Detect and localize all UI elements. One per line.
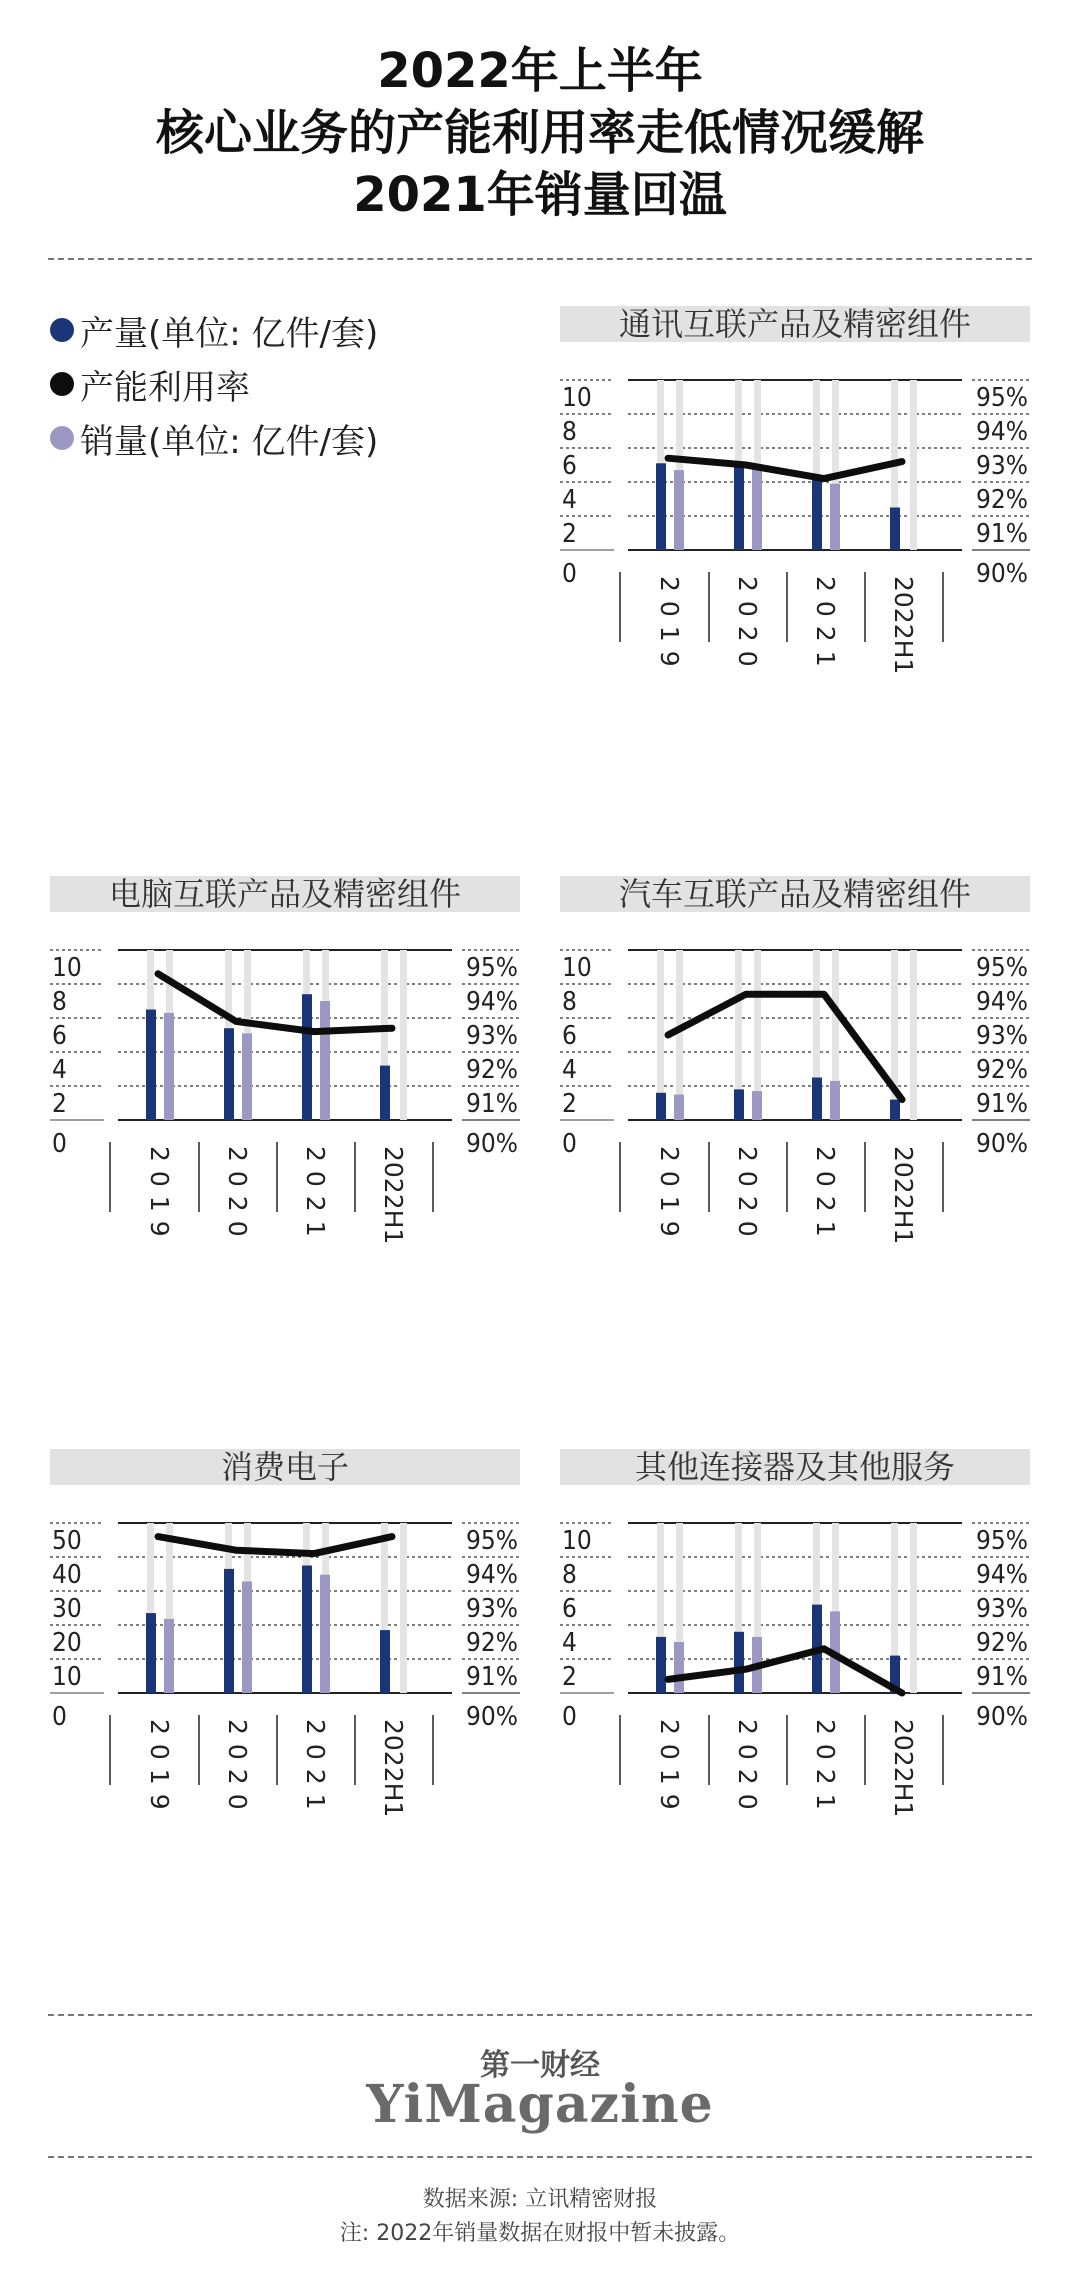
y2-tick-label: 92%	[466, 1055, 518, 1085]
y2-tick-label: 91%	[976, 1662, 1028, 1692]
y2-tick-label: 90%	[976, 1129, 1028, 1159]
bar-track	[910, 950, 917, 1120]
y-tick-label: 10	[562, 383, 592, 413]
y2-tick-label: 93%	[466, 1594, 518, 1624]
y-tick-label: 20	[52, 1628, 82, 1658]
x-tick-label-2022H1: 2022H1	[379, 1719, 408, 1818]
chart-title: 消费电子	[220, 1448, 350, 1486]
y-tick-label: 10	[562, 1526, 592, 1556]
x-tick-label-2022H1: 2022H1	[889, 1719, 918, 1818]
bar-sales-2019	[674, 470, 684, 550]
chart-title: 汽车互联产品及精密组件	[618, 875, 972, 913]
title-line-3: 2021年销量回温	[353, 167, 727, 223]
chart-panel-5	[560, 1448, 1030, 1819]
bar-sales-2021	[830, 484, 840, 550]
y2-tick-label: 91%	[466, 1089, 518, 1119]
x-tick-label-2019: 2019	[655, 1719, 684, 1819]
x-tick-label-2019: 2019	[655, 1146, 684, 1246]
y2-tick-label: 90%	[976, 559, 1028, 589]
bar-production-2019	[656, 1637, 666, 1693]
utilization-line	[158, 974, 392, 1032]
y-tick-label: 4	[562, 1055, 577, 1085]
bar-sales-2021	[320, 1001, 330, 1120]
bar-production-2021	[812, 1078, 822, 1121]
bar-production-2022H1	[380, 1630, 390, 1693]
y-tick-label: 2	[562, 1662, 577, 1692]
bar-production-2020	[224, 1569, 234, 1693]
chart-title: 其他连接器及其他服务	[634, 1448, 956, 1486]
y2-tick-label: 93%	[976, 1594, 1028, 1624]
y2-tick-label: 94%	[976, 987, 1028, 1017]
y2-tick-label: 91%	[976, 519, 1028, 549]
bar-track	[910, 380, 917, 550]
y-tick-label: 10	[562, 953, 592, 983]
bar-production-2019	[146, 1613, 156, 1693]
bar-production-2020	[734, 1632, 744, 1693]
y2-tick-label: 93%	[976, 451, 1028, 481]
x-tick-label-2020: 2020	[223, 1719, 252, 1819]
bar-sales-2019	[674, 1095, 684, 1121]
divider-bottom-2	[48, 2156, 1032, 2158]
brand-logo: YiMagazine	[366, 2074, 714, 2135]
footnote: 注: 2022年销量数据在财报中暂未披露。	[339, 2221, 741, 2246]
chart-panel-1	[560, 305, 1030, 676]
x-tick-label-2021: 2021	[811, 1146, 840, 1246]
y2-tick-label: 94%	[976, 417, 1028, 447]
y2-tick-label: 90%	[466, 1702, 518, 1732]
x-tick-label-2021: 2021	[301, 1146, 330, 1246]
y2-tick-label: 90%	[976, 1702, 1028, 1732]
bar-production-2021	[302, 994, 312, 1120]
bar-production-2019	[656, 463, 666, 550]
x-tick-label-2021: 2021	[811, 1719, 840, 1819]
bar-sales-2020	[752, 1091, 762, 1120]
bar-sales-2019	[164, 1619, 174, 1693]
x-tick-label-2020: 2020	[733, 1146, 762, 1246]
bar-sales-2019	[164, 1013, 174, 1120]
x-tick-label-2022H1: 2022H1	[379, 1146, 408, 1245]
chart-panel-4	[50, 1448, 520, 1819]
chart-panel-3	[560, 875, 1030, 1246]
bar-production-2021	[812, 477, 822, 550]
y2-tick-label: 92%	[466, 1628, 518, 1658]
y-tick-label: 40	[52, 1560, 82, 1590]
chart-title: 通讯互联产品及精密组件	[618, 305, 972, 343]
y-tick-label: 8	[52, 987, 67, 1017]
bar-sales-2020	[242, 1033, 252, 1120]
y-tick-label: 10	[52, 1662, 82, 1692]
bar-production-2020	[224, 1028, 234, 1120]
y-tick-label: 2	[562, 519, 577, 549]
bar-sales-2020	[752, 467, 762, 550]
y2-tick-label: 94%	[976, 1560, 1028, 1590]
y2-tick-label: 94%	[466, 987, 518, 1017]
x-tick-label-2019: 2019	[655, 576, 684, 676]
x-tick-label-2020: 2020	[223, 1146, 252, 1246]
bar-production-2019	[656, 1093, 666, 1120]
bar-production-2022H1	[890, 508, 900, 551]
bar-production-2021	[302, 1566, 312, 1694]
y-tick-label: 8	[562, 417, 577, 447]
utilization-line	[668, 1649, 902, 1693]
bar-sales-2021	[830, 1081, 840, 1120]
bar-track	[910, 1523, 917, 1693]
y-tick-label: 4	[52, 1055, 67, 1085]
legend-production-label: 产量(单位: 亿件/套)	[80, 313, 379, 354]
y2-tick-label: 92%	[976, 1055, 1028, 1085]
x-tick-label-2020: 2020	[733, 1719, 762, 1819]
y-tick-label: 10	[52, 953, 82, 983]
y2-tick-label: 95%	[466, 953, 518, 983]
bar-sales-2020	[242, 1581, 252, 1693]
bar-sales-2021	[320, 1575, 330, 1693]
y2-tick-label: 91%	[466, 1662, 518, 1692]
y2-tick-label: 93%	[466, 1021, 518, 1051]
y2-tick-label: 95%	[976, 1526, 1028, 1556]
y2-tick-label: 90%	[466, 1129, 518, 1159]
y-tick-label: 50	[52, 1526, 82, 1556]
legend-sales-label: 销量(单位: 亿件/套)	[80, 421, 379, 462]
utilization-line	[668, 994, 902, 1099]
x-tick-label-2019: 2019	[145, 1146, 174, 1246]
y2-tick-label: 93%	[976, 1021, 1028, 1051]
y-tick-label: 0	[562, 559, 577, 589]
x-tick-label-2019: 2019	[145, 1719, 174, 1819]
bar-track	[400, 1523, 407, 1693]
y2-tick-label: 92%	[976, 485, 1028, 515]
bar-production-2020	[734, 1089, 744, 1120]
y-tick-label: 6	[562, 451, 577, 481]
y-tick-label: 6	[562, 1594, 577, 1624]
y-tick-label: 2	[562, 1089, 577, 1119]
bar-sales-2019	[674, 1642, 684, 1693]
x-tick-label-2021: 2021	[811, 576, 840, 676]
brand-name-cn: 第一财经	[480, 2048, 600, 2083]
bar-production-2022H1	[890, 1100, 900, 1120]
x-tick-label-2022H1: 2022H1	[889, 576, 918, 675]
chart-panel-2	[50, 875, 520, 1246]
x-tick-label-2020: 2020	[733, 576, 762, 676]
y2-tick-label: 94%	[466, 1560, 518, 1590]
y-tick-label: 0	[562, 1129, 577, 1159]
y2-tick-label: 95%	[976, 383, 1028, 413]
y-tick-label: 6	[52, 1021, 67, 1051]
y-tick-label: 0	[52, 1702, 67, 1732]
y-tick-label: 8	[562, 1560, 577, 1590]
y-tick-label: 8	[562, 987, 577, 1017]
y-tick-label: 0	[562, 1702, 577, 1732]
utilization-line	[668, 458, 902, 478]
y2-tick-label: 95%	[466, 1526, 518, 1556]
y-tick-label: 4	[562, 485, 577, 515]
y-tick-label: 2	[52, 1089, 67, 1119]
source-note: 数据来源: 立讯精密财报	[422, 2187, 658, 2212]
bar-track	[400, 950, 407, 1120]
y-tick-label: 6	[562, 1021, 577, 1051]
y-tick-label: 0	[52, 1129, 67, 1159]
utilization-line	[158, 1537, 392, 1554]
y2-tick-label: 95%	[976, 953, 1028, 983]
y-tick-label: 30	[52, 1594, 82, 1624]
y-tick-label: 4	[562, 1628, 577, 1658]
divider-bottom-1	[48, 2014, 1032, 2016]
chart-title: 电脑互联产品及精密组件	[108, 875, 462, 913]
bar-production-2022H1	[380, 1066, 390, 1120]
legend-utilization-label: 产能利用率	[80, 367, 250, 408]
bar-production-2020	[734, 462, 744, 550]
x-tick-label-2021: 2021	[301, 1719, 330, 1819]
y2-tick-label: 91%	[976, 1089, 1028, 1119]
x-tick-label-2022H1: 2022H1	[889, 1146, 918, 1245]
y2-tick-label: 92%	[976, 1628, 1028, 1658]
title-line-2: 核心业务的产能利用率走低情况缓解	[155, 105, 924, 161]
title-line-1: 2022年上半年	[377, 43, 703, 99]
bar-production-2019	[146, 1010, 156, 1121]
